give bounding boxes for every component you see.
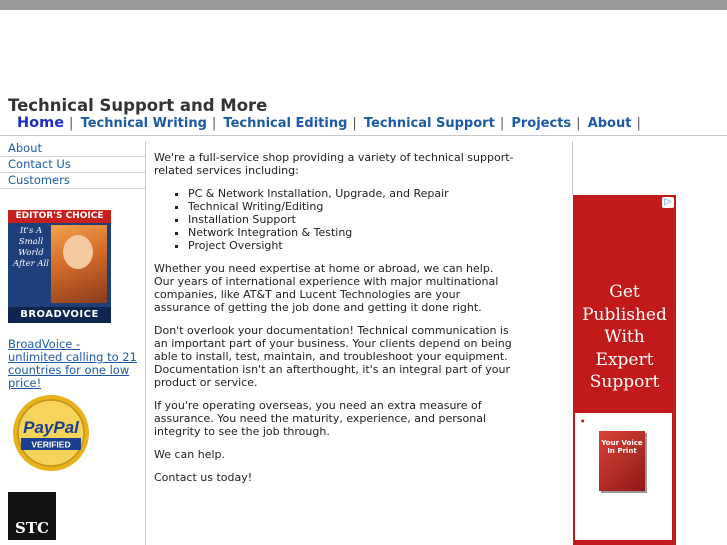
paragraph-overseas: If you're operating overseas, you need an extra measure of assurance. You need the maturity, experience, and personal integrity to see the job through. xyxy=(154,399,486,438)
list-item: ▪ PC & Network Installation, Upgrade, and Repair xyxy=(188,187,514,200)
top-bar xyxy=(0,0,727,10)
stc-logo-text: STC xyxy=(15,519,49,537)
nav-technical-support[interactable]: Technical Support xyxy=(363,116,495,131)
nav-separator: | xyxy=(576,116,581,131)
paragraph-we-can-help: We can help. xyxy=(154,448,226,461)
sidebar-link-contact-us[interactable]: Contact Us xyxy=(0,157,145,173)
nav-separator: | xyxy=(211,116,217,131)
ad-headline: Get Published With Expert Support xyxy=(582,282,667,392)
nav-technical-writing[interactable]: Technical Writing xyxy=(80,116,207,131)
nav-home[interactable]: Home xyxy=(17,115,65,131)
nav-separator: | xyxy=(499,116,505,131)
paypal-verified-seal[interactable] xyxy=(8,391,94,476)
ad-book-image xyxy=(575,413,672,540)
paypal-name: PayPal xyxy=(23,418,79,437)
nav-separator: | xyxy=(69,116,74,131)
sidebar-divider xyxy=(145,141,146,545)
broadvoice-logo: BROADVOICE xyxy=(8,307,111,323)
paragraph-contact: Contact us today! xyxy=(154,471,253,484)
nav-separator: | xyxy=(352,116,357,131)
intro-paragraph: We're a full-service shop providing a variety of technical support-related services including: xyxy=(154,151,514,177)
nav-separator: | xyxy=(636,116,641,131)
publisher-logo: ● xyxy=(581,418,585,423)
paragraph-documentation: Don't overlook your documentation! Technical communication is an important part of your business. Your clients depend on being able to install, test, maintain, and troubleshoot your equipment. Documentation isn't an afterthought, it's an integral part of your product or service. xyxy=(154,324,512,389)
main-content xyxy=(154,151,514,494)
book-title: Your Voice In Print xyxy=(601,439,643,455)
adchoices-icon[interactable]: ▷ xyxy=(662,197,674,208)
sidebar-link-customers[interactable]: Customers xyxy=(0,173,145,189)
get-published-banner-ad[interactable] xyxy=(573,195,676,545)
broadvoice-text-link[interactable]: BroadVoice - unlimited calling to 21 countries for one low price! xyxy=(8,337,137,390)
left-sidebar xyxy=(0,141,145,545)
header-divider xyxy=(0,135,727,136)
paypal-verified-label: VERIFIED xyxy=(31,439,71,450)
nav-technical-editing[interactable]: Technical Editing xyxy=(223,116,348,131)
nav-projects[interactable]: Projects xyxy=(511,116,572,131)
list-item: ▪ Network Integration & Testing xyxy=(188,226,514,239)
site-title: Technical Support and More xyxy=(8,96,268,115)
list-item: ▪ Installation Support xyxy=(188,213,514,226)
editors-choice-badge: EDITOR'S CHOICE xyxy=(8,210,111,223)
ad-photo xyxy=(51,225,107,303)
right-divider xyxy=(572,141,573,195)
broadvoice-banner-ad[interactable] xyxy=(8,210,111,323)
list-item: ▪ Technical Writing/Editing xyxy=(188,200,514,213)
nav-about[interactable]: About xyxy=(587,116,632,131)
list-item: ▪ Project Oversight xyxy=(188,239,514,252)
services-list xyxy=(154,187,514,252)
sidebar-link-about[interactable]: About xyxy=(0,141,145,157)
book-cover xyxy=(599,431,645,491)
main-nav xyxy=(17,115,644,131)
paragraph-experience: Whether you need expertise at home or abroad, we can help. Our years of international experience with major multinational companies, like AT&T and Lucent Technologies are your assurance of getting the job done and getting it done right. xyxy=(154,262,499,314)
ad-tagline: It's A Small World After All xyxy=(13,226,49,269)
stc-logo[interactable] xyxy=(8,492,56,540)
